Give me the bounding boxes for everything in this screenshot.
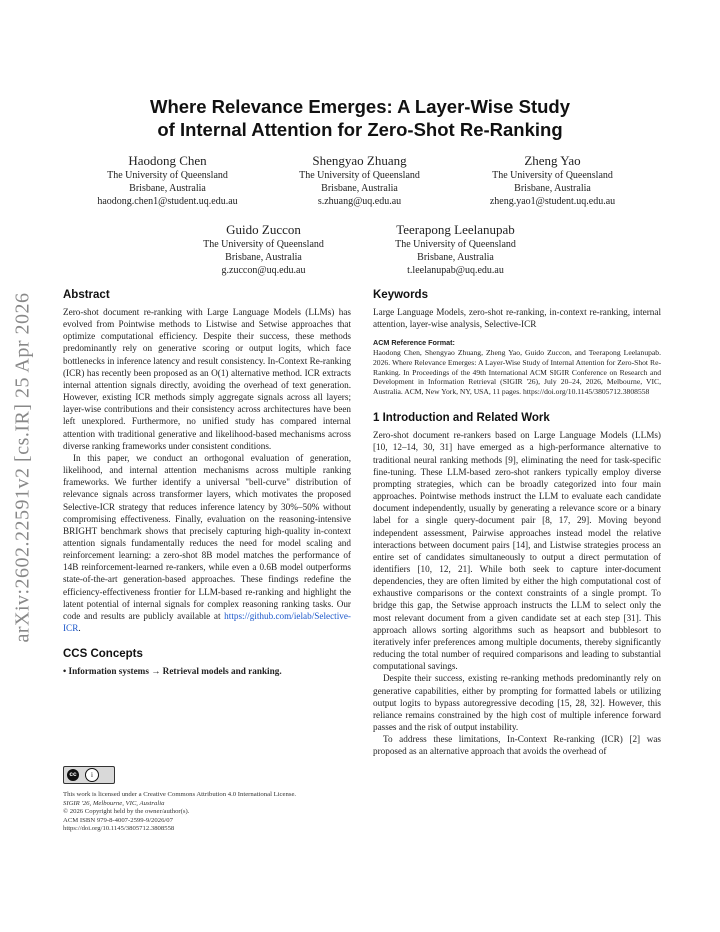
keywords-heading: Keywords (373, 289, 428, 301)
cc-icon: cc (67, 769, 79, 781)
author-name: Haodong Chen (128, 153, 207, 168)
paper-title (90, 95, 630, 141)
venue-line: SIGIR '26, Melbourne, VIC, Australia (63, 799, 165, 807)
author-location: Brisbane, Australia (129, 183, 206, 194)
keywords-text: Large Language Models, zero-shot re-ranking, in-context re-ranking, internal attention, layer-wise analysis, Selective-ICR (373, 307, 661, 330)
author-affiliation: The University of Queensland (203, 239, 324, 250)
intro-heading: 1 Introduction and Related Work (373, 412, 550, 425)
author-location: Brisbane, Australia (417, 252, 494, 263)
author-name: Shengyao Zhuang (312, 153, 407, 168)
abstract-p2-end: . (78, 623, 81, 634)
abstract-heading: Abstract (63, 289, 110, 301)
code-link[interactable]: https://github.com/ielab/Selective-ICR (63, 610, 351, 634)
license-block (63, 766, 353, 834)
author-email[interactable]: zheng.yao1@student.uq.edu.au (489, 196, 616, 207)
cc-by-badge[interactable] (63, 766, 115, 784)
acm-reference-text: Haodong Chen, Shengyao Zhuang, Zheng Yao, Guido Zuccon, and Teerapong Leelanupab. 2026. Where Relevance Emerges: A Layer-Wise Study of Internal Attention for Zero-Shot Re-Ranking. In Proceedings of the 49th International ACM SIGIR Conference on Research and Development in Information Retrieval (SIGIR '26), July 20–24, 2026, Melbourne, VIC, Australia. ACM, New York, NY, USA, 11 pages. https://doi.org/10.1145/3805712.3808558 (373, 348, 661, 396)
abstract-paragraph-2 (63, 452, 351, 634)
author-location: Brisbane, Australia (225, 252, 302, 263)
author-affiliation: The University of Queensland (299, 170, 420, 181)
author-block-2 (272, 153, 447, 208)
arxiv-id: arXiv:2602.22591v2 [cs.IR] 25 Apr 2026 (11, 291, 34, 643)
left-column (63, 287, 351, 677)
acm-reference-heading: ACM Reference Format: (373, 338, 455, 348)
author-affiliation: The University of Queensland (395, 239, 516, 250)
author-block-4 (176, 222, 351, 277)
attribution-icon: i (85, 768, 99, 782)
author-block-5 (368, 222, 543, 277)
doi-line[interactable]: https://doi.org/10.1145/3805712.3808558 (63, 825, 175, 833)
author-name: Zheng Yao (524, 153, 581, 168)
abstract-paragraph-1: Zero-shot document re-ranking with Large Language Models (LLMs) has evolved from Pointwise methods to Listwise and Setwise approaches that optimize computational efficiency. Despite their success, these methods predominantly rely on generative scoring or output logits, which face bottlenecks in inference latency and result consistency. In-Context Re-ranking (ICR) has recently been proposed as an O(1) alternative method. ICR extracts internal attention signals directly, avoiding the overhead of text generation. However, existing ICR methods simply aggregate signals across all layers; layer-wise contributions and their consistency across architectures have been left unexplored. Furthermore, no unified study has compared internal attention with traditional generative and likelihood-based mechanisms across diverse ranking frameworks under consistent conditions. (63, 307, 351, 451)
license-line: This work is licensed under a Creative Commons Attribution 4.0 International License. (63, 791, 297, 798)
arxiv-stamp (8, 262, 38, 672)
author-block-1 (80, 153, 255, 208)
author-location: Brisbane, Australia (514, 183, 591, 194)
intro-paragraph-3: To address these limitations, In-Context Re-ranking (ICR) [2] was proposed as an alternative approach that avoids the overhead of (373, 734, 661, 757)
author-name: Guido Zuccon (226, 222, 301, 237)
ccs-item: • Information systems → Retrieval models and ranking. (63, 666, 282, 677)
abstract-p2-text: In this paper, we conduct an orthogonal evaluation of generation, likelihood, and internal attention mechanisms across multiple ranking frameworks. We further identify a universal "bell-curve" distribution of relevance signals across transformer layers, which motivates the proposed Selective-ICR strategy that reduces inference latency by 30%–50% without compromising effectiveness. Finally, evaluation on the reasoning-intensive BRIGHT benchmark shows that precisely capturing high-quality in-context attention signals fundamentally reduces the need for model scaling and reinforcement learning: a zero-shot 8B model matches the performance of 14B reinforcement-learned re-rankers, while even a 0.6B model outperforms state-of-the-art generation-based approaches. These findings redefine the efficiency-effectiveness frontier for LLM-based re-ranking and highlight the latent potential of internal signals for complex reasoning ranking tasks. Our code and results are publicly available at (63, 452, 351, 621)
right-column (373, 287, 661, 758)
author-email[interactable]: g.zuccon@uq.edu.au (221, 265, 306, 276)
intro-paragraph-2: Despite their success, existing re-ranking methods predominantly rely on generative capabilities, either by prompting for formatted labels or utilizing output logits to bypass autoregressive decoding [15, 28, 32]. However, this reliance remains constrained by the high cost of multiple inference forward passes and the risk of output instability. (373, 673, 661, 733)
author-name: Teerapong Leelanupab (396, 222, 515, 237)
acm-reference (373, 338, 661, 396)
intro-paragraph-1: Zero-shot document re-rankers based on Large Language Models (LLMs) [10, 12–14, 30, 31] have emerged as a high-performance alternative to traditional neural ranking methods [9], eliminating the need for task-specific fine-tuning. These LLM-based zero-shot rankers typically employ diverse prompting strategies, which can be broadly categorized into four main approaches. Pointwise methods instruct the LLM to evaluate each candidate document independently, usually by generating a relevance score or a binary label for a single query-document pair [8, 17, 29]. Moving beyond independent assessment, Pairwise approaches instead model the relative interactions between document pairs [14], and Listwise strategies process an entire set of candidates simultaneously to output a direct permutation of identifiers [10, 12, 21]. While both seek to capture inter-document dependencies, they are often limited by either the high computational cost of exhaustive comparisons or the context constraints of a single prompt. To bridge this gap, the Setwise approach instructs the LLM to select only the most relevant document from a given candidate set at each step [31]. This approach allows sorting algorithms such as heapsort and bubblesort to iteratively infer preferences among multiple documents, thereby significantly reducing the total number of required comparisons and leading to substantial computational savings. (373, 430, 661, 672)
isbn-line: ACM ISBN 979-8-4007-2599-9/2026/07 (63, 816, 173, 824)
author-email[interactable]: t.leelanupab@uq.edu.au (407, 265, 504, 276)
ccs-heading: CCS Concepts (63, 648, 143, 661)
title-line-1: Where Relevance Emerges: A Layer-Wise Study (149, 96, 570, 117)
author-email[interactable]: haodong.chen1@student.uq.edu.au (97, 196, 238, 207)
author-email[interactable]: s.zhuang@uq.edu.au (317, 196, 402, 207)
author-affiliation: The University of Queensland (107, 170, 228, 181)
title-line-2: of Internal Attention for Zero-Shot Re-Ranking (157, 119, 563, 140)
copyright-line: © 2026 Copyright held by the owner/author(s). (63, 808, 190, 816)
author-block-3 (465, 153, 640, 208)
author-affiliation: The University of Queensland (492, 170, 613, 181)
author-location: Brisbane, Australia (321, 183, 398, 194)
